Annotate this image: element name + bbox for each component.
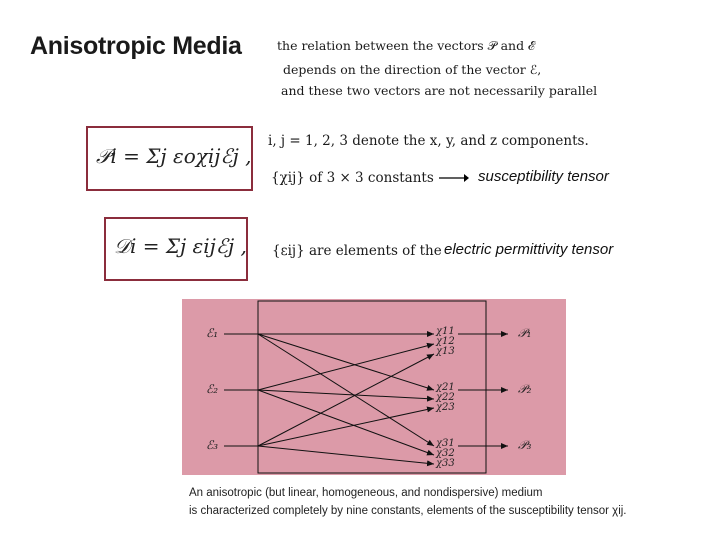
susceptibility-diagram: [182, 299, 566, 475]
polarization-equation: 𝒫i = Σj εoχijℰj ,: [96, 144, 252, 168]
chi-label-33: χ33: [436, 458, 455, 469]
slide-title: Anisotropic Media: [30, 32, 242, 60]
elements-line: {εij} are elements of the: [272, 243, 442, 259]
components-line: i, j = 1, 2, 3 denote the x, y, and z components.: [268, 133, 589, 149]
chi-label-11: χ11: [436, 326, 455, 337]
permittivity-label: electric permittivity tensor: [444, 241, 614, 258]
output-label-2: 𝒫₂: [518, 382, 532, 396]
diagram-lines: [182, 299, 566, 475]
polarization-equation-box: [86, 126, 253, 191]
output-label-3: 𝒫₃: [518, 438, 532, 452]
chi-label-12: χ12: [436, 336, 455, 347]
caption-line-1: An anisotropic (but linear, homogeneous, and nondispersive) medium: [189, 487, 543, 499]
output-label-1: 𝒫₁: [518, 326, 532, 340]
caption-line-2: is characterized completely by nine constants, elements of the susceptibility tensor χij.: [189, 505, 627, 517]
arrow-icon: [438, 172, 470, 184]
intro-line-3: and these two vectors are not necessarily parallel: [281, 83, 598, 98]
input-label-3: ℰ₃: [206, 438, 219, 452]
intro-line-2: depends on the direction of the vector ℰ,: [283, 62, 542, 77]
chi-label-13: χ13: [436, 346, 455, 357]
chi-label-31: χ31: [436, 438, 455, 449]
displacement-equation: 𝒟i = Σj εijℰj ,: [114, 234, 247, 258]
chi-label-22: χ22: [436, 392, 455, 403]
susceptibility-label: susceptibility tensor: [478, 168, 609, 185]
constants-line: {χij} of 3 × 3 constants: [271, 170, 434, 186]
input-label-1: ℰ₁: [206, 326, 219, 340]
intro-line-1: the relation between the vectors 𝒫 and ℰ: [277, 38, 536, 53]
input-label-2: ℰ₂: [206, 382, 219, 396]
chi-label-32: χ32: [436, 448, 455, 459]
displacement-equation-box: [104, 217, 248, 281]
chi-label-23: χ23: [436, 402, 455, 413]
chi-label-21: χ21: [436, 382, 455, 393]
